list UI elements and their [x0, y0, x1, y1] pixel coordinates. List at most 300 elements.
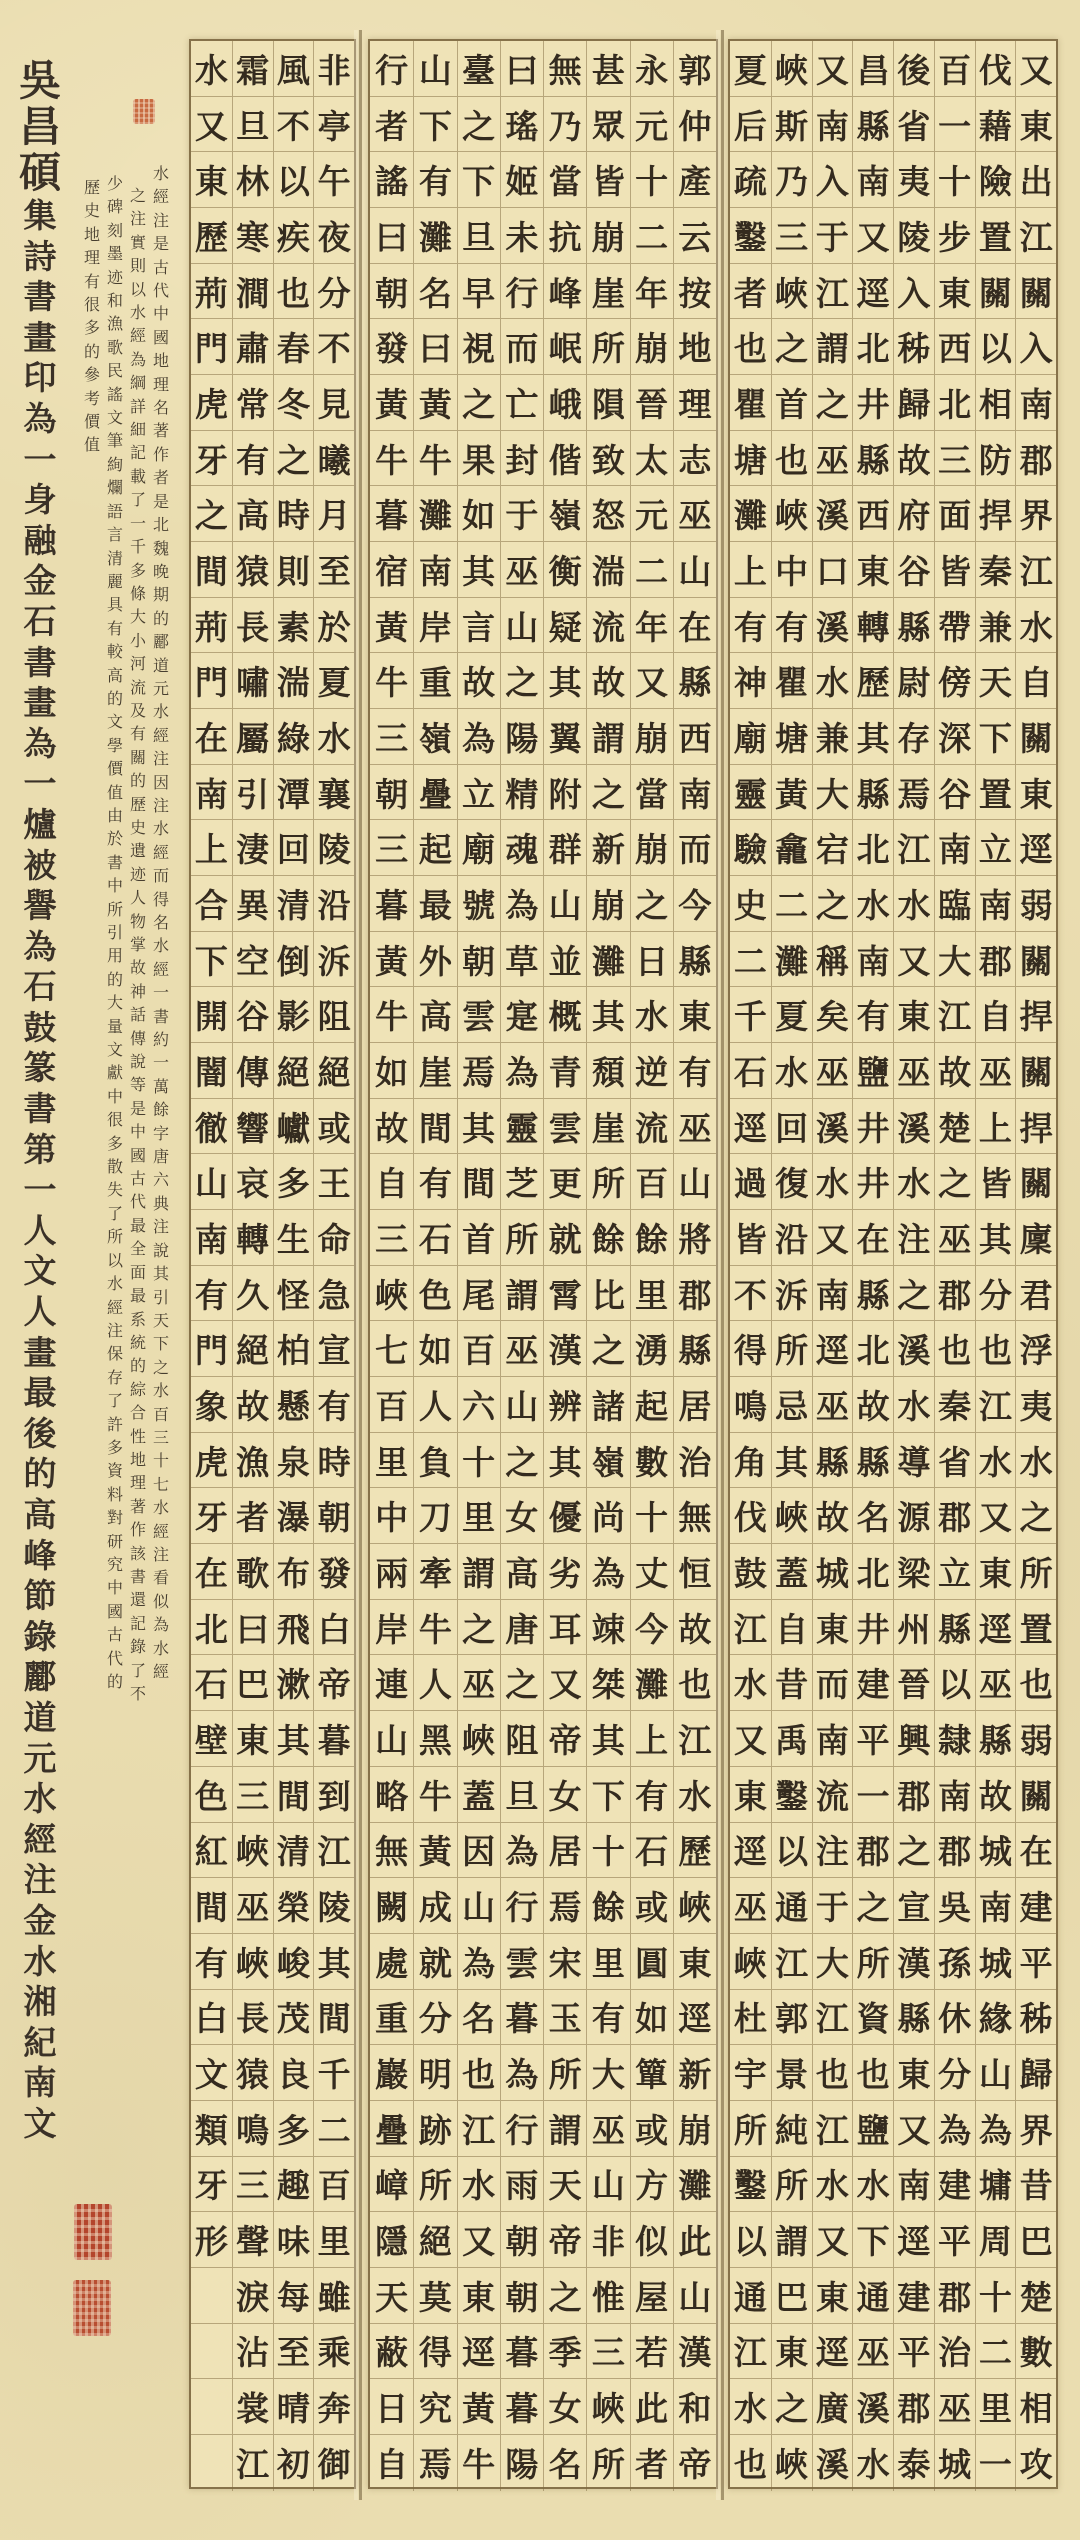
seal-script-character-cell: 淚: [233, 2268, 273, 2324]
seal-script-character-cell: 歸: [1016, 2045, 1056, 2101]
seal-script-character-cell: 早: [458, 264, 500, 320]
seal-script-character-cell: 之: [587, 1321, 629, 1377]
seal-script-character-cell: 溪: [815, 2445, 849, 2485]
seal-script-character-cell: 合: [191, 876, 232, 932]
seal-script-character-cell: 竦: [587, 1600, 629, 1656]
seal-script-character-cell: 巫: [894, 1043, 934, 1099]
seal-script-character-cell: 塘: [730, 431, 771, 487]
annotation-character: 河: [129, 654, 146, 674]
seal-script-character-cell: 三: [370, 820, 413, 876]
annotation-character: 作: [129, 1520, 146, 1540]
seal-script-character-cell: 江: [1016, 208, 1056, 264]
colophon-character: 金: [23, 561, 57, 601]
annotation-character: 經: [152, 187, 169, 207]
seal-script-character-cell: 山: [544, 876, 586, 932]
seal-script-character-cell: 茂: [274, 1990, 314, 2046]
text-column: [586, 41, 629, 2491]
seal-script-character-cell: 又: [813, 2212, 853, 2268]
seal-script-character-cell: 數: [1016, 2324, 1056, 2380]
seal-script-character-cell: 牙: [191, 431, 232, 487]
seal-script-character-cell: 名: [458, 1990, 500, 2046]
seal-script-character-cell: 城: [976, 1934, 1016, 1990]
seal-script-character-cell: 黃: [458, 2379, 500, 2435]
seal-script-character-cell: 建: [894, 2268, 934, 2324]
seal-script-character-cell: 二: [730, 932, 771, 988]
seal-script-character-cell: 居: [674, 1377, 716, 1433]
seal-script-character-cell: 城: [813, 1544, 853, 1600]
seal-script-character-cell: 山: [458, 1878, 500, 1934]
seal-script-character-cell: 明: [414, 2045, 456, 2101]
seal-script-character-cell: 也: [935, 1321, 975, 1377]
annotation-character: 迹: [106, 267, 123, 287]
seal-script-character-cell: 峽: [233, 1823, 273, 1879]
seal-script-character-cell: 南: [813, 97, 853, 153]
seal-script-character-cell: 非: [314, 41, 354, 97]
seal-script-character-cell: 東: [772, 2324, 812, 2380]
seal-script-character-cell: 間: [274, 1767, 314, 1823]
seal-script-character-cell: 巫: [587, 2101, 629, 2157]
annotation-character: 的: [129, 1356, 146, 1376]
seal-script-character-cell: 絕: [274, 1043, 314, 1099]
annotation-character: 較: [106, 642, 123, 662]
annotation-character: 七: [152, 1474, 169, 1494]
seal-script-character-cell: 關: [976, 264, 1016, 320]
seal-script-character-cell: 皆: [587, 152, 629, 208]
seal-script-character-cell: 所: [730, 2101, 771, 2157]
annotation-character: 中: [106, 876, 123, 896]
seal-script-character-cell: 十: [976, 2268, 1016, 2324]
annotation-character: 歌: [106, 337, 123, 357]
seal-script-character-cell: 急: [314, 1266, 354, 1322]
annotation-character: 注: [106, 1320, 123, 1340]
seal-script-character-cell: 奔: [314, 2379, 354, 2435]
annotation-column: [127, 184, 149, 1705]
seal-script-character-cell: 絕: [414, 2212, 456, 2268]
seal-script-character-cell: 于: [813, 1878, 853, 1934]
seal-script-character-cell: 尉: [894, 653, 934, 709]
annotation-character: 中: [106, 1086, 123, 1106]
seal-script-character-cell: 為: [458, 709, 500, 765]
seal-script-character-cell: 縣: [976, 1711, 1016, 1767]
annotation-character: 絢: [106, 454, 123, 474]
seal-script-character-cell: 暮: [314, 1711, 354, 1767]
seal-script-character-cell: 之: [501, 1433, 543, 1489]
seal-script-character-cell: 岷: [544, 319, 586, 375]
seal-script-character-cell: 逕: [1016, 820, 1056, 876]
seal-script-character-cell: 里: [314, 2212, 354, 2268]
seal-script-character-cell: 者: [730, 264, 771, 320]
seal-script-character-cell: 巫: [976, 1043, 1016, 1099]
seal-script-character-cell: 間: [414, 1099, 456, 1155]
seal-script-character-cell: 黃: [414, 375, 456, 431]
seal-script-character-cell: 險: [976, 152, 1016, 208]
seal-script-character-cell: 暮: [501, 2379, 543, 2435]
seal-script-character-cell: 山: [976, 2045, 1016, 2101]
seal-script-character-cell: 又: [813, 41, 853, 97]
annotation-character: 酈: [152, 632, 169, 652]
seal-script-character-cell: 按: [674, 264, 716, 320]
seal-script-character-cell: 異: [233, 876, 273, 932]
seal-script-character-cell: 井: [853, 1154, 893, 1210]
seal-script-character-cell: 下: [458, 152, 500, 208]
seal-script-character-cell: 三: [370, 1210, 413, 1266]
seal-script-character-cell: 峽: [772, 264, 812, 320]
annotation-character: 物: [129, 911, 146, 931]
seal-script-character-cell: 面: [935, 486, 975, 542]
seal-script-character-cell: 猿: [233, 2045, 273, 2101]
seal-script-character-cell: 三: [935, 431, 975, 487]
seal-script-character-cell: 以: [935, 1655, 975, 1711]
seal-script-character-cell: 又: [894, 932, 934, 988]
seal-script-character-cell: 門: [191, 653, 232, 709]
seal-script-character-cell: 故: [976, 1767, 1016, 1823]
seal-script-character-cell: 上: [976, 1099, 1016, 1155]
seal-script-character-cell: 霄: [544, 1266, 586, 1322]
seal-script-character-cell: 之: [894, 1266, 934, 1322]
seal-script-character-cell: 復: [772, 1154, 812, 1210]
seal-script-character-cell: 逕: [674, 1990, 716, 2046]
seal-script-character-cell: 故: [370, 1099, 413, 1155]
seal-script-character-cell: 至: [314, 542, 354, 598]
seal-script-character-cell: 象: [191, 1377, 232, 1433]
seal-script-character-cell: 簞: [631, 2045, 673, 2101]
seal-script-character-cell: 形: [191, 2212, 232, 2268]
seal-script-character-cell: 所: [1016, 1544, 1056, 1600]
seal-script-character-cell: 南: [894, 2157, 934, 2213]
colophon-character: 印: [23, 358, 57, 398]
annotation-character: 書: [129, 1566, 146, 1586]
seal-script-character-cell: 縣: [674, 653, 716, 709]
seal-script-character-cell: 歷: [674, 1823, 716, 1879]
seal-script-character-cell: 之: [587, 765, 629, 821]
annotation-character: 則: [129, 256, 146, 276]
seal-script-character-cell: 雲: [501, 1934, 543, 1990]
seal-script-character-cell: 崖: [587, 264, 629, 320]
annotation-character: 為: [129, 349, 146, 369]
seal-script-character-cell: 湍: [274, 653, 314, 709]
seal-script-character-cell: 牛: [414, 431, 456, 487]
seal-script-character-cell: 又: [191, 97, 232, 153]
seal-script-character-cell: 山: [370, 1711, 413, 1767]
annotation-character: 三: [152, 1427, 169, 1447]
seal-script-character-cell: 抗: [544, 208, 586, 264]
seal-script-character-cell: 水: [853, 2157, 893, 2213]
seal-script-character-cell: 高: [501, 1544, 543, 1600]
seal-script-character-cell: 略: [370, 1767, 413, 1823]
text-column: [673, 41, 716, 2491]
annotation-character: 語: [106, 501, 123, 521]
seal-script-character-cell: 周: [976, 2212, 1016, 2268]
seal-script-character-cell: 綠: [274, 709, 314, 765]
seal-script-character-cell: 謂: [772, 2212, 812, 2268]
seal-script-character-cell: 置: [1016, 1600, 1056, 1656]
colophon-character: 最: [23, 1373, 57, 1413]
seal-script-character-cell: 巫: [501, 1321, 543, 1377]
seal-script-character-cell: 谷: [233, 987, 273, 1043]
annotation-character: 代: [106, 1648, 123, 1668]
annotation-character: 水: [152, 702, 169, 722]
seal-script-character-cell: 女: [544, 2379, 586, 2435]
seal-script-character-cell: 瑤: [501, 97, 543, 153]
colophon-character: 一: [23, 439, 57, 479]
seal-script-character-cell: 臺: [458, 41, 500, 97]
annotation-character: 多: [83, 318, 100, 338]
seal-script-character-cell: 亡: [501, 375, 543, 431]
annotation-character: 引: [106, 923, 123, 942]
seal-script-character-cell: 之: [458, 1600, 500, 1656]
middle-panel: [368, 39, 718, 2489]
seal-script-character-cell: 崩: [587, 208, 629, 264]
annotation-character: 北: [152, 515, 169, 535]
seal-script-character-cell: 又: [631, 653, 673, 709]
seal-script-character-cell: 傍: [935, 653, 975, 709]
seal-script-character-cell: 峽: [674, 1878, 716, 1934]
seal-script-character-cell: 日: [631, 932, 673, 988]
seal-script-character-cell: 分: [414, 1990, 456, 2046]
seal-script-character-cell: 為: [501, 876, 543, 932]
seal-script-character-cell: 首: [458, 1210, 500, 1266]
annotation-character: 唐: [152, 1147, 169, 1167]
seal-script-character-cell: 天: [544, 2157, 586, 2213]
seal-script-character-cell: 南: [935, 1767, 975, 1823]
annotation-character: 迹: [129, 864, 146, 884]
seal-script-character-cell: 夏: [314, 653, 354, 709]
seal-script-character-cell: 山: [674, 2268, 716, 2324]
annotation-character: 經: [106, 1297, 123, 1317]
annotation-character: 歷: [83, 178, 100, 197]
seal-script-character-cell: 十: [587, 1823, 629, 1879]
seal-script-character-cell: 虎: [191, 1433, 232, 1489]
seal-script-character-cell: 東: [1016, 765, 1056, 821]
annotation-character: 中: [106, 1578, 123, 1598]
seal-script-character-cell: 如: [370, 1043, 413, 1099]
seal-script-character-cell: 隕: [587, 375, 629, 431]
seal-script-character-cell: 逕: [813, 2324, 853, 2380]
annotation-character: 謠: [106, 384, 123, 404]
seal-script-character-cell: 廟: [458, 820, 500, 876]
empty-cell: [191, 2268, 232, 2324]
seal-script-character-cell: 巴: [1016, 2212, 1056, 2268]
seal-script-character-cell: 牛: [414, 1767, 456, 1823]
seal-script-character-cell: 縣: [813, 1433, 853, 1489]
annotation-character: 多: [129, 560, 146, 580]
annotation-character: 人: [129, 888, 146, 908]
annotation-character: 六: [152, 1170, 169, 1190]
seal-script-character-cell: 號: [458, 876, 500, 932]
seal-script-character-cell: 巴: [772, 2268, 812, 2324]
annotation-character: 高: [106, 665, 123, 685]
leading-red-seal-icon: [133, 99, 155, 124]
seal-script-character-cell: 桀: [587, 1655, 629, 1711]
seal-script-character-cell: 其: [458, 1099, 500, 1155]
annotation-character: 經: [152, 1662, 169, 1681]
seal-script-character-cell: 西: [935, 319, 975, 375]
seal-script-character-cell: 致: [587, 431, 629, 487]
seal-script-character-cell: 稱: [813, 932, 853, 988]
seal-script-character-cell: 也: [733, 2445, 767, 2485]
annotation-character: 國: [106, 1601, 123, 1621]
text-column: [370, 41, 413, 2491]
seal-script-character-cell: 青: [544, 1043, 586, 1099]
seal-script-character-cell: 界: [1016, 2101, 1056, 2157]
seal-script-character-cell: 焉: [458, 1043, 500, 1099]
seal-script-character-cell: 之: [1016, 1488, 1056, 1544]
seal-script-character-cell: 十: [458, 1433, 500, 1489]
seal-script-character-cell: 杜: [730, 1990, 771, 2046]
seal-script-character-cell: 崩: [631, 709, 673, 765]
seal-script-character-cell: 瀑: [274, 1488, 314, 1544]
seal-script-character-cell: 大: [813, 765, 853, 821]
seal-script-character-cell: 關: [1016, 1043, 1056, 1099]
annotation-character: 散: [106, 1157, 123, 1177]
annotation-character: 關: [129, 747, 146, 767]
annotation-character: 多: [106, 1437, 123, 1457]
seal-script-character-cell: 逕: [730, 1099, 771, 1155]
seal-script-character-cell: 也: [853, 2045, 893, 2101]
annotation-character: 遺: [129, 841, 146, 861]
seal-script-character-cell: 分: [976, 1266, 1016, 1322]
seal-script-character-cell: 劣: [544, 1544, 586, 1600]
seal-script-character-cell: 江: [236, 2445, 270, 2485]
seal-script-character-cell: 景: [772, 2045, 812, 2101]
annotation-character: 民: [106, 361, 123, 381]
seal-script-character-cell: 門: [191, 319, 232, 375]
seal-script-character-cell: 巫: [674, 1099, 716, 1155]
seal-script-character-cell: 有: [191, 1934, 232, 1990]
colophon-character: 高: [23, 1495, 57, 1534]
annotation-character: 水: [152, 936, 169, 956]
seal-script-character-cell: 焉: [418, 2445, 452, 2485]
seal-script-character-cell: 嶺: [544, 486, 586, 542]
seal-script-character-cell: 起: [631, 1377, 673, 1433]
seal-script-character-cell: 關: [1016, 709, 1056, 765]
seal-script-character-cell: 餘: [587, 1878, 629, 1934]
annotation-character: 墨: [106, 244, 123, 264]
seal-script-character-cell: 灘: [414, 208, 456, 264]
seal-script-character-cell: 流: [587, 598, 629, 654]
colophon-character: 一: [23, 764, 57, 804]
annotation-character: 地: [83, 224, 100, 244]
seal-script-character-cell: 崩: [587, 876, 629, 932]
seal-script-character-cell: 久: [233, 1266, 273, 1322]
annotation-character: 者: [152, 468, 169, 488]
text-column: [500, 41, 543, 2491]
annotation-character: 所: [106, 1227, 123, 1247]
seal-script-character-cell: 漢: [544, 1321, 586, 1377]
seal-script-character-cell: 沿: [314, 876, 354, 932]
seal-script-character-cell: 生: [274, 1210, 314, 1266]
seal-script-character-cell: 兼: [813, 709, 853, 765]
seal-script-character-cell: 雲: [544, 1099, 586, 1155]
seal-script-character-cell: 志: [674, 431, 716, 487]
seal-script-character-cell: 昔: [772, 1655, 812, 1711]
seal-script-character-cell: 玉: [544, 1990, 586, 2046]
annotation-character: 錄: [129, 1637, 146, 1657]
seal-script-character-cell: 清: [274, 1823, 314, 1879]
seal-script-character-cell: 有: [730, 598, 771, 654]
annotation-column: [104, 172, 126, 1693]
seal-script-character-cell: 驗: [730, 820, 771, 876]
seal-script-character-cell: 故: [935, 1043, 975, 1099]
annotation-character: 小: [129, 630, 146, 650]
seal-script-character-cell: 荊: [191, 264, 232, 320]
seal-script-character-cell: 連: [370, 1655, 413, 1711]
annotation-character: 的: [152, 608, 169, 628]
annotation-character: 有: [83, 271, 100, 291]
seal-script-character-cell: 三: [233, 1767, 273, 1823]
seal-script-character-cell: 入: [813, 152, 853, 208]
seal-script-character-cell: 江: [813, 264, 853, 320]
seal-script-character-cell: 又: [730, 1711, 771, 1767]
annotation-character: 刻: [106, 220, 123, 240]
text-column: [191, 41, 232, 2491]
seal-script-character-cell: 負: [414, 1433, 456, 1489]
annotation-character: 道: [152, 655, 169, 675]
seal-script-character-cell: 其: [458, 542, 500, 598]
seal-script-character-cell: 郭: [674, 41, 716, 97]
annotation-character: 注: [152, 1217, 169, 1237]
right-panel: [728, 39, 1058, 2489]
seal-script-character-cell: 瞿: [772, 653, 812, 709]
annotation-character: 書: [106, 852, 123, 872]
seal-script-character-cell: 朝: [314, 1488, 354, 1544]
colophon-character: 被: [23, 845, 57, 885]
seal-script-character-cell: 峻: [274, 1934, 314, 1990]
annotation-character: 得: [152, 889, 169, 909]
seal-script-character-cell: 相: [976, 375, 1016, 431]
seal-script-character-cell: 過: [730, 1154, 771, 1210]
seal-script-character-cell: 水: [813, 1154, 853, 1210]
colophon-character: 元: [23, 1738, 57, 1778]
seal-script-character-cell: 趣: [274, 2157, 314, 2213]
seal-script-character-cell: 廟: [730, 709, 771, 765]
annotation-character: 說: [152, 1240, 169, 1260]
seal-script-character-cell: 導: [894, 1433, 934, 1489]
seal-script-character-cell: 牛: [370, 431, 413, 487]
seal-script-character-cell: 十: [631, 152, 673, 208]
seal-script-character-cell: 荊: [191, 598, 232, 654]
seal-script-character-cell: 里: [458, 1488, 500, 1544]
seal-script-character-cell: 東: [191, 152, 232, 208]
colophon-character: 金: [23, 1900, 57, 1940]
seal-script-character-cell: 女: [544, 1767, 586, 1823]
seal-script-character-cell: 惟: [587, 2268, 629, 2324]
seal-script-character-cell: 平: [853, 1711, 893, 1767]
annotation-character: 古: [106, 1625, 123, 1645]
seal-script-character-cell: 灘: [414, 486, 456, 542]
seal-script-character-cell: 所: [772, 2157, 812, 2213]
seal-script-character-cell: 大: [587, 2045, 629, 2101]
annotation-character: 細: [129, 420, 146, 440]
annotation-character: 的: [106, 688, 123, 708]
annotation-character: 約: [152, 1030, 169, 1050]
seal-script-character-cell: 今: [674, 876, 716, 932]
annotation-character: 史: [83, 201, 100, 221]
seal-script-character-cell: 絕: [314, 1043, 354, 1099]
seal-script-character-cell: 出: [1016, 152, 1056, 208]
colophon-character: 碩: [18, 148, 61, 197]
seal-script-character-cell: 見: [314, 375, 354, 431]
annotation-character: 統: [129, 1332, 146, 1352]
seal-script-character-cell: 水: [894, 876, 934, 932]
seal-script-character-cell: 二: [631, 208, 673, 264]
seal-script-character-cell: 山: [414, 41, 456, 97]
annotation-character: 和: [106, 291, 123, 311]
annotation-character: 經: [152, 725, 169, 745]
seal-script-character-cell: 到: [314, 1767, 354, 1823]
annotation-character: 性: [129, 1426, 146, 1446]
annotation-character: 注: [129, 209, 146, 229]
